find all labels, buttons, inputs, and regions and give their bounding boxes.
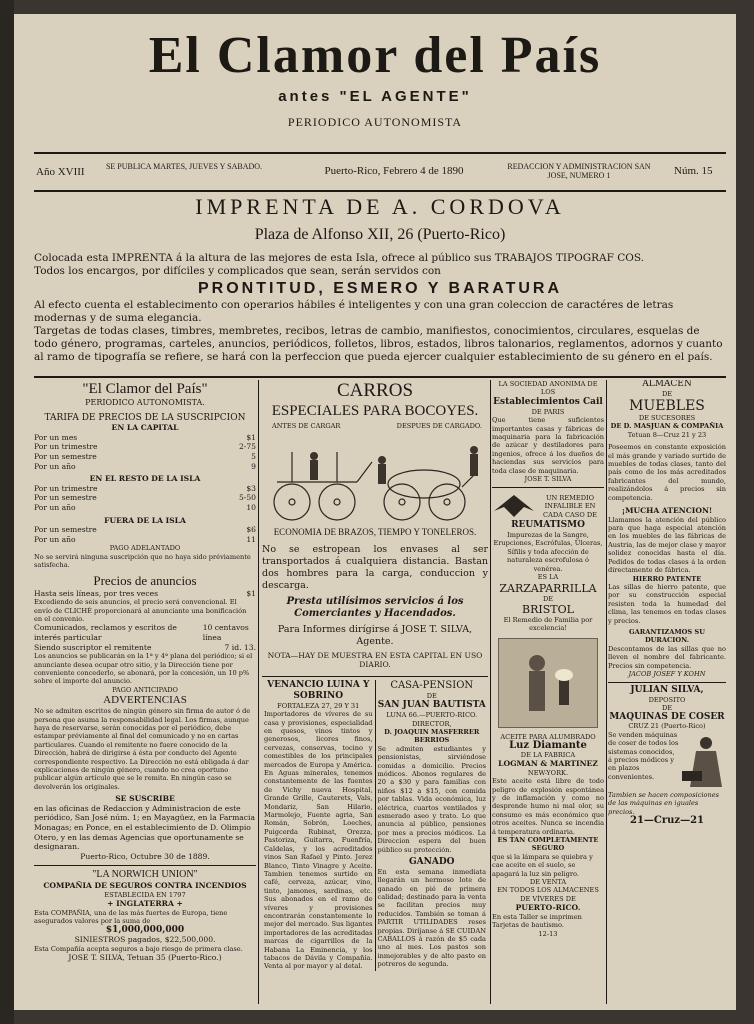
masthead-periodico: PERIODICO AUTONOMISTA: [287, 115, 463, 129]
imprenta-address: Plaza de Alfonso XII, 26 (Puerto-Rico): [254, 226, 506, 243]
muebles-address: Tetuan 8—Cruz 21 y 23: [627, 430, 707, 439]
pago-anticipado: PAGO ANTICIPADO: [112, 685, 178, 694]
establecimientos-title: Establecimientos Cail: [493, 396, 603, 407]
bristol-ad: [492, 487, 604, 632]
excediendo-note: Excediendo de seis anuncios, el precio será convencional. El envío de CLICHÉ proporcionará al anunciante una bonificación en el convenio.: [34, 598, 247, 623]
rate-price: 11: [246, 534, 256, 544]
pago-adelantado: PAGO ADELANTADO: [109, 544, 181, 553]
issue-number: Núm. 15: [674, 165, 713, 177]
sociedad-text: Que tiene suficientes importantes casas y fábricas de maquinaria para la fabricación de azúcar y destiladores para ingenios, ofrece á los dueños de haciendas sus servicios para toda clase de maquinaria.: [492, 416, 604, 475]
norwich-note2: Esta Compañía acepta seguros a bajo riesgo de primera clase.: [34, 944, 243, 953]
column-ads: [492, 380, 604, 1006]
anuncios-note: Los anuncios se publicarán en la 1ª y 4ª plana del periódico; si el anunciante desea ocupar otro sitio, y la Dirección tiene por conveniente concederlo, se abonará, por la concesión, un 10 p% sobre el importe del anuncio.: [34, 652, 253, 686]
carros-title: CARROS: [336, 380, 414, 401]
venancio-text: Importadores de víveres de su casa y provisiones, especialidad en quesos, vinos tintos y generosos, licores finos, cervezas, conservas, tocino y comestibles de los principales mercados de Europa y América. En Aguas minerales, tenemos constantemente de las fuentes de Vichy nueva Hospital, Grande Grille, Cauterets, Vals, Mondariz, San Hilario, Marmolejo, Fuente agria, San Román, Sobrón, Loeches, Puigcerda Rubinat, Orezza, Pastoriza, Guitarra, Fuenfría, Caldelas, y los acreditados vinos San Rafael y Pinto. Jerez Blanco, Tinto Vinagre y Aceite. Tambien tenemos surtido en café, cerveza, azúcar, vino, tinto, jamones, sardinas, etc. Sus abonados en el ramo de víveres y provisiones encontrarán constantemente lo mejor del mercado. Sus ligantes importadores de las acreditadas marcas de cigarrillos de la Habana La Eminencia, y los tabacos de Dávila y Compañía. Venta al por mayor y al detal.: [264, 710, 373, 971]
norwich-subtitle: COMPAÑIA DE SEGUROS CONTRA INCENDIOS: [43, 881, 247, 891]
ganado-title: GANADO: [408, 857, 455, 868]
sociedad-heading: LA SOCIEDAD ANONIMA DE LOS: [498, 380, 598, 397]
rate-price: $3: [246, 483, 256, 493]
carros-presta: Presta utilísimos servicios á los Comerciantes y Hacendados.: [286, 595, 464, 619]
capital-rates: [34, 433, 256, 471]
rate-price: 2-75: [238, 442, 256, 452]
casa-de: DE: [426, 691, 437, 700]
rate-row: [34, 503, 256, 513]
almacen-de: DE: [661, 389, 673, 398]
norwich-siniestros: SINIESTROS pagados, $22,500,000.: [74, 935, 216, 945]
lamp-illustration: [498, 638, 598, 728]
maquinas-bottom: 21—Cruz—21: [629, 815, 704, 826]
year-label: Año XVIII: [36, 166, 85, 178]
venta-label: DE VENTA: [529, 878, 567, 886]
carts-drawing: [262, 432, 488, 526]
bristol-header: [492, 491, 604, 521]
reumatismo-text: Impurezas de la Sangre, Erupciones, Escrófulas, Úlceras, Sífilis y toda afección de naturaleza escrofulosa ó venérea.: [493, 531, 603, 573]
maquinas-body: [608, 731, 726, 791]
atencion-text: Llamamos la atención del público para que haga especial atención en los muebles de las fábricas de Austria, las de mejor clase y mayor solidez conocidas hasta el día. Pedidos de todas clases á la orden directamente de fábrica.: [608, 515, 726, 575]
rate-row: [34, 493, 256, 503]
hierro-text: Las sillas de hierro patente, que por su construcción especial resisten toda la humedad del clima, las tenemos en todas clases y precios.: [608, 582, 726, 625]
rate-row: [34, 433, 256, 443]
fuera-heading: FUERA DE LA ISLA: [104, 515, 186, 525]
casa-title: CASA-PENSION: [390, 679, 474, 691]
advertencias-heading: ADVERTENCIAS: [103, 694, 187, 707]
rate-label: Por un año: [34, 461, 76, 471]
rule-under-dateline: [34, 190, 726, 192]
col1-title: "El Clamor del País": [82, 381, 208, 397]
paris-label: DE PARIS: [531, 407, 565, 416]
rate-label: Por un semestre: [34, 525, 97, 535]
imprenta-p3: Al efecto cuenta el establecimento con operarios hábiles é inteligentes y con una gran coleccion de caractéres de letras modernas y de suma elegancia.: [34, 299, 674, 324]
rate-price: $6: [246, 525, 256, 535]
binding-edge: [0, 0, 14, 1024]
suscribe-text: en las oficinas de Redaccion y Administracion de este periódico, San José núm. 1; en Mayagüez, en la Farmacia Monagas; en Ponce, en el establecimiento de D. Olimpio Otero, y en las demas Agencias que oportunamente se designaran.: [34, 803, 256, 852]
redaccion-address: REDACCION Y ADMINISTRACION SAN JOSE, NUMERO 1: [507, 162, 651, 180]
resto-rates: [34, 484, 256, 513]
rate-row: [34, 484, 256, 494]
maquinas-text: Se venden máquinas de coser de todos los sistemas conocidos, á precios módicos y en plazos convenientes.: [608, 730, 679, 781]
carros-illustration: [262, 422, 488, 528]
column-muebles: [608, 380, 726, 1006]
silva-name: JULIAN SILVA,: [630, 685, 704, 696]
hasta-price: $1: [246, 588, 256, 598]
norwich-ad: [34, 865, 256, 963]
rate-price: $1: [246, 432, 256, 442]
garantia-heading: GARANTIZAMOS SU DURACION.: [629, 627, 705, 645]
director-name: D. JOAQUIN MASFERRER BERRIOS: [384, 728, 480, 745]
suscribe-date: Puerto-Rico, Octubre 30 de 1889.: [80, 851, 210, 861]
luz-ny: NEW-YORK.: [527, 768, 569, 777]
sewing-woman-illustration: [680, 731, 726, 791]
venta-puerto: PUERTO-RICO.: [515, 903, 581, 913]
rate-row: [34, 525, 256, 535]
rate-label: Por un semestre: [34, 493, 97, 503]
pension-ad: [376, 680, 489, 971]
sanjuan-title: SAN JUAN BAUTISTA: [377, 700, 486, 711]
column-carros: [262, 380, 488, 1006]
rate-label: Por un semestre: [34, 451, 97, 461]
norwich-inglaterra: + INGLATERRA +: [107, 899, 183, 909]
eagle-emblem-icon: [492, 491, 536, 521]
rate-label: Por un trimestre: [34, 483, 98, 493]
imprenta-p2: Todos los encargos, por difíciles y complicados que sean, serán servidos con: [34, 265, 441, 277]
rate-label: Por un trimestre: [34, 442, 98, 452]
hasta-row: [34, 589, 256, 599]
newspaper-title: El Clamor del País: [148, 27, 602, 84]
luna-address: LUNA 66.—PUERTO-RICO.: [386, 711, 478, 720]
economia-line: ECONOMIA DE BRAZOS, TIEMPO Y TONELEROS.: [273, 527, 477, 537]
sociedad-agente: JOSE T. SILVA: [524, 475, 572, 484]
sucesores: DE SUCESORES: [638, 414, 696, 422]
muebles-text: Poseemos en constante exposición el más grande y variado surtido de muebles de todas clases, tanto del país como de los más acreditados fabricantes del mundo, realizándolos á precios sin competencia.: [608, 443, 726, 502]
luz-fab: DE LA FABRICA: [520, 750, 576, 759]
imprenta-slogan: PRONTITUD, ESMERO Y BARATURA: [197, 280, 562, 297]
seguro-text: que si la lámpara se quiebra y cae aceite en el suelo, se apagará la luz sin peligro.: [492, 852, 593, 878]
almacen-heading: ALMACEN: [642, 380, 692, 389]
carros-subtitle: ESPECIALES PARA BOCOYES.: [271, 403, 479, 419]
rule-top: [34, 152, 726, 154]
imprenta-ad: [34, 194, 726, 364]
rate-row: [34, 452, 256, 462]
hierro-heading: HIERRO PATENTE: [632, 574, 702, 583]
comunicados-price: 10 centavos línea: [202, 623, 249, 642]
zarza-es-la: ES LA: [537, 573, 559, 582]
suscribe-heading: SE SUSCRIBE: [115, 794, 175, 804]
maquinas-address: CRUZ 21 (Puerto-Rico): [628, 722, 706, 731]
capital-heading: EN LA CAPITAL: [111, 423, 179, 433]
venancio-ad: [262, 680, 376, 971]
rate-row: [34, 462, 256, 472]
maquinas-ad: [608, 682, 726, 825]
venta-label2: EN TODOS LOS ALMACENES DE VÍVERES DE: [497, 886, 599, 903]
carros-nota: NOTA—HAY DE MUESTRA EN ESTA CAPITAL EN USO DIARIO.: [267, 650, 483, 670]
lower-ads: [262, 676, 488, 971]
zarzaparrilla-title: ZARZAPARRILLA: [499, 581, 597, 595]
rate-price: 10: [246, 502, 256, 512]
rule-above-columns: [34, 376, 726, 378]
lamp-drawing: [499, 639, 597, 725]
venancio-title: VENANCIO LUINA Y SOBRINO: [267, 679, 370, 701]
masjuan: DE D. MASJUAN & COMPAÑIA: [610, 422, 724, 431]
advertencias-text: No se admiten escritos de ningún género sin firma de autor ó de persona que asuma la responsabilidad legal. Los firmas, aunque haya de reservarse, serán conocidas por el periódico, debe estampar préviamente al final del comunicado y no en cartas particulares. Cuando el remitente no fuere conocido de la Dirección, habrá de dirigirse á ésta por conducto del Agente correspondiente respectivo. La Dirección no está obligada á dar explicaciones de ningún género, cuando no crea oportuno publicar algún artículo que se le remita. En ningún caso se devolverán los originales.: [34, 707, 251, 791]
maquinas-title: MAQUINAS DE COSER: [609, 711, 725, 722]
comunicados-row: [34, 623, 256, 642]
luz-company: LOGMAN & MARTINEZ: [498, 759, 598, 769]
zarza-de: DE: [542, 594, 554, 603]
imprenta-p4: Targetas de todas clases, timbres, membretes, recibos, letras de cambio, manifiestos, conocimientos, circulares, esquelas de todo género, programas, carteles, anuncios, periódicos, folletos, libros, estados, libros talonarios, reglamentos, adornos y cuanto al ramo de tipografía se refiere, se hará con la perfeccion que pueda ejercer cualquier establecimiento de su género en el país.: [34, 325, 723, 363]
rate-price: 9: [251, 461, 256, 471]
label-despues: DESPUES DE CARGADO.: [396, 422, 482, 430]
hasta-label: Hasta seis líneas, por tres veces: [34, 588, 159, 598]
page-marker: 12-13: [538, 929, 558, 938]
rate-price: 5-50: [238, 493, 256, 503]
carros-body: No se estropean los envases al ser transportados á cualquiera distancia. Bastan dos hombres para la carga, conduccion y descarga.: [262, 543, 488, 591]
atencion-heading: ¡MUCHA ATENCION!: [621, 506, 713, 516]
rate-price: 5: [251, 451, 256, 461]
remedio-label: UN REMEDIO INFALIBLE EN CADA CASO DE: [543, 493, 597, 519]
issue-date: Puerto-Rico, Febrero 4 de 1890: [324, 165, 464, 177]
col1-subtitle: PERIODICO AUTONOMISTA.: [85, 398, 205, 407]
publish-days: SE PUBLICA MARTES, JUEVES Y SABADO.: [105, 162, 263, 171]
norwich-capital: $1,000,000,000: [105, 924, 185, 935]
dateline: [34, 156, 726, 190]
bristol-title: BRISTOL: [522, 602, 574, 616]
luz-intro: ACEITE PARA ALUMBRADO: [500, 732, 596, 741]
bristol-note: El Remedio de Familia por excelencia!: [503, 615, 593, 633]
venancio-address: FORTALEZA 27, 29 Y 31: [277, 701, 360, 710]
resto-heading: EN EL RESTO DE LA ISLA: [89, 474, 201, 484]
newspaper-page: [14, 14, 736, 1010]
rate-label: Por un año: [34, 534, 76, 544]
siendo-label: Siendo suscriptor el remitente: [34, 642, 152, 652]
column-divider: [490, 380, 491, 1004]
tarifa-heading: TARIFA DE PRECIOS DE LA SUSCRIPCION: [44, 412, 246, 423]
carros-informes: Para Informes dirígirse á JOSE T. SILVA, Agente.: [277, 623, 473, 647]
no-servira-note: No se servirá ninguna suscripción que no haya sido préviamente satisfecha.: [34, 552, 251, 570]
fuera-rates: [34, 525, 256, 544]
imprenta-title: IMPRENTA DE A. CORDOVA: [195, 194, 565, 219]
norwich-note: Esta COMPAÑIA, una de las más fuertes de Europa, tiene asegurados valores por la suma de: [34, 908, 228, 926]
imprenta-body: [34, 252, 726, 364]
reumatismo-title: REUMATISMO: [511, 520, 585, 531]
tarjetas-note: En esta Taller se imprimen Tarjetas de bautismo.: [492, 912, 582, 930]
deposito-de: DE: [661, 704, 673, 713]
precios-heading: Precios de anuncios: [93, 572, 197, 588]
norwich-agent: JOSE T. SILVA, Tetuan 35 (Puerto-Rico.): [68, 953, 222, 963]
masthead: [14, 28, 736, 130]
director-label: DIRECTOR,: [411, 719, 452, 728]
column-divider: [606, 380, 607, 1004]
ganado-text: En esta semana inmediata llegarán un hermoso lote de ganado en pié de primera calidad; destinado para la venta se facilitan precios muy reducidos. También se toman á PARTIR UTILIDADES reses propias. Diríjanse á SE CUIDAN CABALLOS á razón de $5 cada uno al mes. Los pastos son inmejorables y de alto pasto en potreros de segunda.: [377, 867, 486, 969]
norwich-title: "LA NORWICH UNION": [92, 869, 198, 881]
column-divider: [258, 380, 259, 1004]
muebles-title: MUEBLES: [629, 398, 705, 414]
rate-row: [34, 535, 256, 545]
luz-text: Este aceite está libre de todo peligro de explosión espontánea y de inflamación y como no desprende humo ni mal olor, su consumo es más económico que otros aceites. Nunca se incendia á temperatura ordinaria.: [492, 777, 604, 836]
norwich-established: ESTABLECIDA EN 1797: [104, 890, 186, 899]
siendo-price: 7 id. 13.: [224, 642, 256, 652]
luz-title: Luz Diamante: [509, 740, 587, 752]
rate-label: Por un año: [34, 502, 76, 512]
muebles-signature: JACOB JOSEF Y KOHN: [628, 669, 706, 678]
imprenta-p1: Colocada esta IMPRENTA á la altura de las mejores de esta Isla, ofrece al público sus TRABAJOS TIPOGRAF COS.: [34, 252, 645, 264]
pension-text: Se admiten estudiantes y pensionistas, sirviéndose comidas a domicilio. Precios módicos. Abonos regulares de 20 a $30 y para familias con niños $12 a $15, con comida por tablas. Vida económica, luz eléctrica, cuartos ventilados y esmerado aseo y trato. Lo que anuncia al público, pensiones por mes a precios módicos. La Direccion espera del buen público su protección.: [377, 744, 486, 854]
siendo-row: [34, 643, 256, 653]
seguro-title: ES TAN COMPLETAMENTE SEGURO: [497, 835, 599, 853]
masthead-antes: antes "EL AGENTE": [278, 88, 472, 105]
column-subscription: [34, 380, 256, 1006]
label-antes: ANTES DE CARGAR: [272, 422, 341, 430]
garantia-text: Descontamos de las sillas que no lleven el nombre del fabricante. Precios sin competencia.: [608, 644, 726, 670]
comunicados-label: Comunicados, reclamos y escritos de interés particular: [34, 623, 177, 642]
maquinas-note: Tambien se hacen composiciones de las máquinas en iguales precios.: [608, 790, 720, 816]
rate-label: Por un mes: [34, 432, 78, 442]
deposito-label: DEPOSITO: [648, 695, 686, 704]
rate-row: [34, 442, 256, 452]
